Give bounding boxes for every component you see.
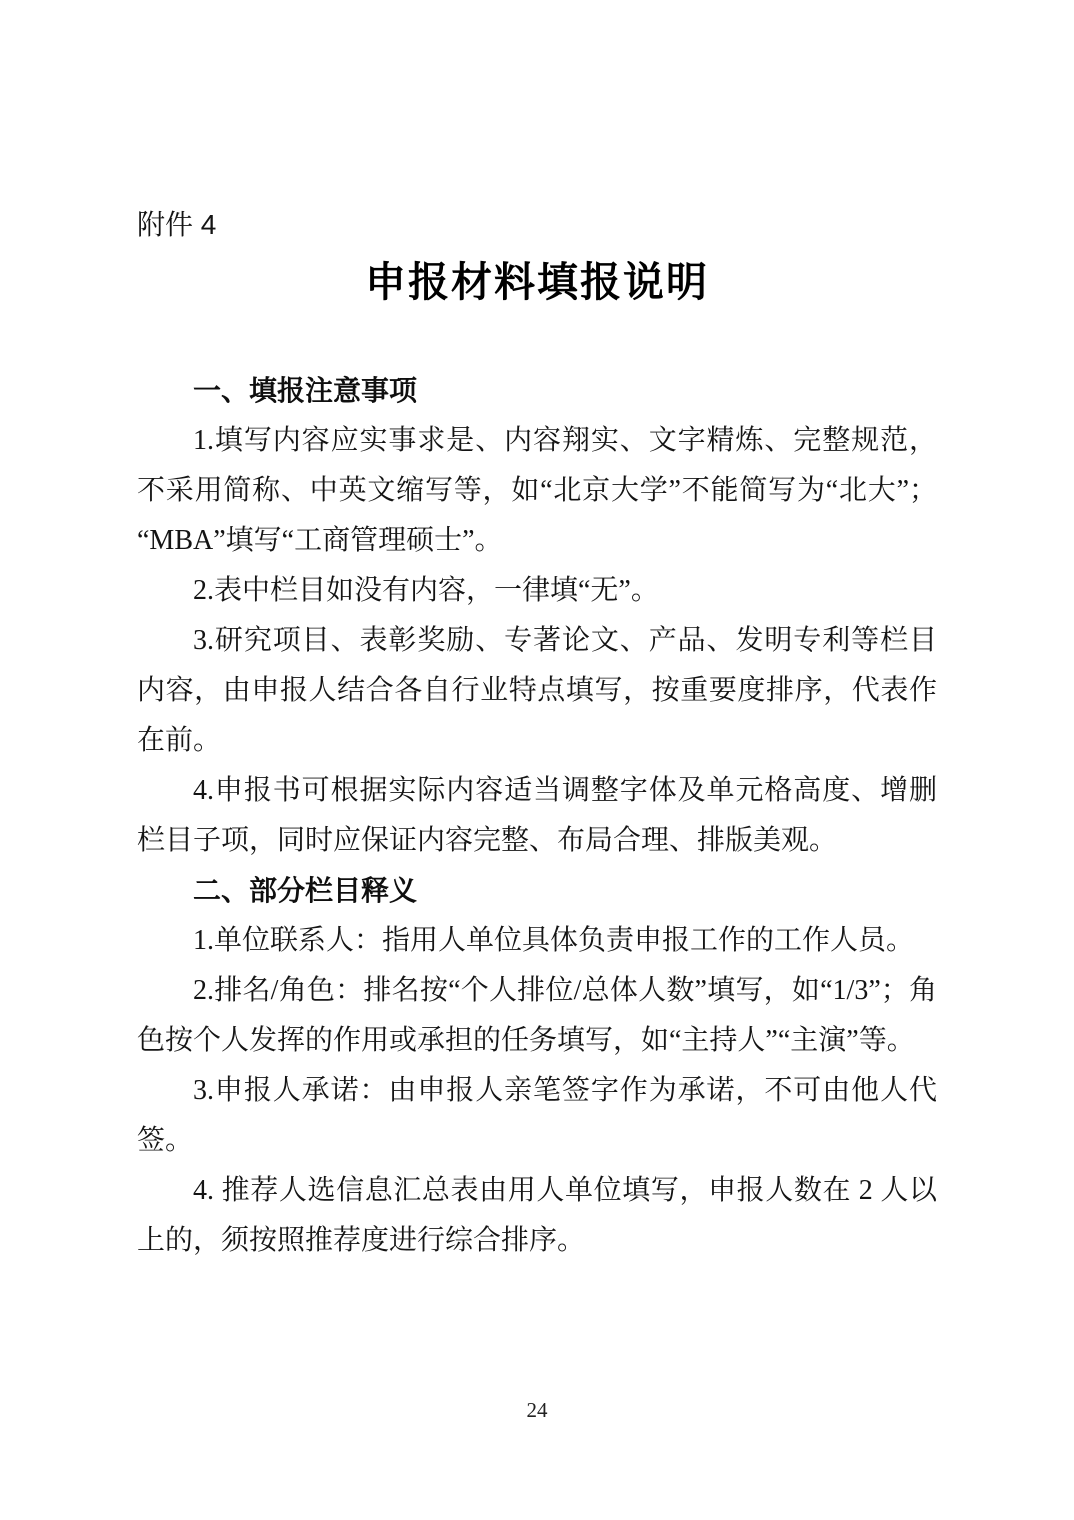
section-1-paragraph-3: 3.研究项目、表彰奖励、专著论文、产品、发明专利等栏目内容，由申报人结合各自行业特点填写，按重要度排序，代表作在前。 (137, 625, 937, 756)
section-1-paragraph-1: 1.填写内容应实事求是、内容翔实、文字精炼、完整规范，不采用简称、中英文缩写等，如“北京大学”不能简写为“北大”；“MBA”填写“工商管理硕士”。 (137, 425, 937, 556)
section-1-paragraph-2: 2.表中栏目如没有内容，一律填“无”。 (193, 575, 659, 606)
section-2-paragraph-3: 3.申报人承诺：由申报人亲笔签字作为承诺，不可由他人代签。 (137, 1075, 937, 1156)
section-2-paragraph-2: 2.排名/角色：排名按“个人排位/总体人数”填写，如“1/3”；角色按个人发挥的作用或承担的任务填写，如“主持人”“主演”等。 (137, 975, 937, 1056)
section-2-paragraph-4: 4. 推荐人选信息汇总表由用人单位填写，申报人数在 2 人以上的，须按照推荐度进行综合排序。 (137, 1175, 937, 1256)
attachment-label: 附件 4 (137, 209, 217, 240)
section-1-paragraph-4: 4.申报书可根据实际内容适当调整字体及单元格高度、增删栏目子项，同时应保证内容完整、布局合理、排版美观。 (137, 775, 937, 856)
page-number: 24 (526, 1398, 548, 1422)
section-2-paragraph-1: 1.单位联系人：指用人单位具体负责申报工作的工作人员。 (193, 925, 915, 956)
section-1-heading: 一、填报注意事项 (193, 375, 418, 406)
document-content (137, 205, 937, 1266)
section-2-heading: 二、部分栏目释义 (193, 875, 418, 906)
document-title: 申报材料填报说明 (365, 259, 709, 305)
